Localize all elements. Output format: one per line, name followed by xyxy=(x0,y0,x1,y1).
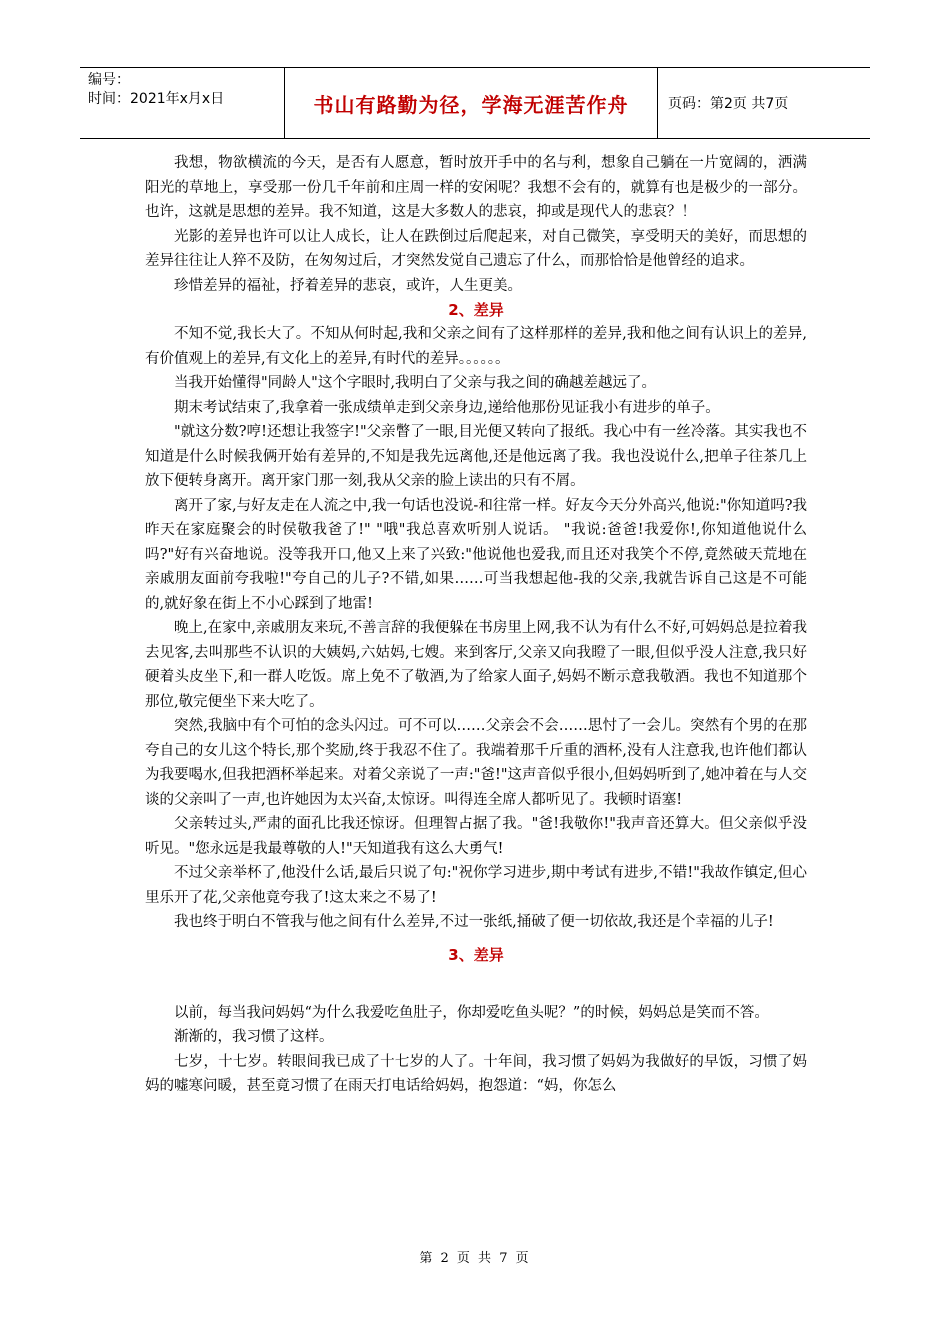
document-date-label: 时间：2021年x月x日 xyxy=(88,91,225,107)
header-page-label: 页码：第2页 共7页 xyxy=(668,96,789,112)
paragraph: "就这分数?哼!还想让我签字!"父亲瞥了一眼,目光便又转向了报纸。我心中有一丝冷落。其实我也不知道是什么时候我俩开始有差异的,不知是我先远离他,还是他远离了我。我也没说什么,把单子往茶几上放下便转身离开。离开家门那一刻,我从父亲的脸上读出的只有不屑。 xyxy=(145,424,807,489)
paragraph: 七岁，十七岁。转眼间我已成了十七岁的人了。十年间，我习惯了妈妈为我做好的早饭，习惯了妈妈的嘘寒问暖，甚至竟习惯了在雨天打电话给妈妈，抱怨道：“妈，你怎么 xyxy=(145,1053,807,1094)
paragraph: 不知不觉,我长大了。不知从何时起,我和父亲之间有了这样那样的差异,我和他之间有认识上的差异,有价值观上的差异,有文化上的差异,有时代的差异。。。。。。 xyxy=(145,326,807,367)
paragraph: 光影的差异也许可以让人成长，让人在跌倒过后爬起来，对自己微笑，享受明天的美好，而思想的差异往往让人猝不及防，在匆匆过后，才突然发觉自己遗忘了什么，而那恰恰是他曾经的追求。 xyxy=(145,228,807,269)
paragraph: 突然,我脑中有个可怕的念头闪过。可不可以……父亲会不会……思忖了一会儿。突然有个男的在那夸自己的女儿这个特长,那个奖励,终于我忍不住了。我端着那千斤重的酒杯,没有人注意我,也许他们都认为我要喝水,但我把酒杯举起来。对着父亲说了一声:"爸!"这声音似乎很小,但妈妈听到了,她冲着在与人交谈的父亲叫了一声,也许她因为太兴奋,太惊讶。叫得连全席人都听见了。我顿时语塞! xyxy=(145,718,807,808)
paragraph: 珍惜差异的福祉，抒着差异的悲哀，或许，人生更美。 xyxy=(174,277,522,294)
paragraph: 晚上,在家中,亲戚朋友来玩,不善言辞的我便躲在书房里上网,我不认为有什么不好,可妈妈总是拉着我去见客,去叫那些不认识的大姨妈,六姑妈,七嫂。来到客厅,父亲又向我瞪了一眼,但似乎没人注意,我只好硬着头皮坐下,和一群人吃饭。席上免不了敬酒,为了给家人面子,妈妈不断示意我敬酒。我也不知道那个那位,敬完便坐下来大吃了。 xyxy=(145,620,807,710)
section-heading: 3、差异 xyxy=(448,945,504,964)
page-footer: 第 2 页 共 7 页 xyxy=(419,1251,531,1266)
page-header xyxy=(80,67,870,139)
paragraph: 我也终于明白不管我与他之间有什么差异,不过一张纸,捅破了便一切依故,我还是个幸福的儿子! xyxy=(174,914,774,930)
paragraph: 期末考试结束了,我拿着一张成绩单走到父亲身边,递给他那份见证我小有进步的单子。 xyxy=(174,399,720,416)
paragraph: 我想，物欲横流的今天，是否有人愿意，暂时放开手中的名与利，想象自己躺在一片宽阔的，洒满阳光的草地上，享受那一份几千年前和庄周一样的安闲呢？我想不会有的，就算有也是极少的一部分。也许，这就是思想的差异。我不知道，这是大多数人的悲哀，抑或是现代人的悲哀？！ xyxy=(145,155,807,220)
paragraph: 不过父亲举杯了,他没什么话,最后只说了句:"祝你学习进步,期中考试有进步,不错!"我故作镇定,但心里乐开了花,父亲他竟夸我了!这太来之不易了! xyxy=(145,865,807,906)
header-info-cell xyxy=(80,68,285,138)
paragraph: 渐渐的，我习惯了这样。 xyxy=(174,1029,334,1045)
paragraph: 父亲转过头,严肃的面孔比我还惊讶。但理智占据了我。"爸!我敬你!"我声音还算大。但父亲似乎没听见。"您永远是我最尊敬的人!"天知道我有这么大勇气! xyxy=(145,816,807,857)
paragraph: 以前，每当我问妈妈“为什么我爱吃鱼肚子，你却爱吃鱼头呢？”的时候，妈妈总是笑而不答。 xyxy=(174,1004,769,1021)
header-motto: 书山有路勤为径，学海无涯苦作舟 xyxy=(285,68,658,138)
section-heading: 2、差异 xyxy=(448,301,504,319)
paragraph: 离开了家,与好友走在人流之中,我一句话也没说-和往常一样。好友今天分外高兴,他说:"你知道吗?我昨天在家庭聚会的时侯敬我爸了!" "哦"我总喜欢听别人说话。 "我说:爸爸!我爱你!,你知道他说什么吗?"好有兴奋地说。没等我开口,他又上来了兴致:"他说他也爱我,而且还对我笑个不停,竟然破天荒地在亲戚朋友面前夸我啦!"夸自己的儿子?不错,如果……可当我想起他-我的父亲,我就告诉自己这是不可能的,就好象在街上不小心踩到了地雷! xyxy=(145,497,807,612)
paragraph: 当我开始懂得"同龄人"这个字眼时,我明白了父亲与我之间的确越差越远了。 xyxy=(174,375,656,391)
document-number-label: 编号： xyxy=(88,72,130,88)
document-body xyxy=(145,151,807,1099)
